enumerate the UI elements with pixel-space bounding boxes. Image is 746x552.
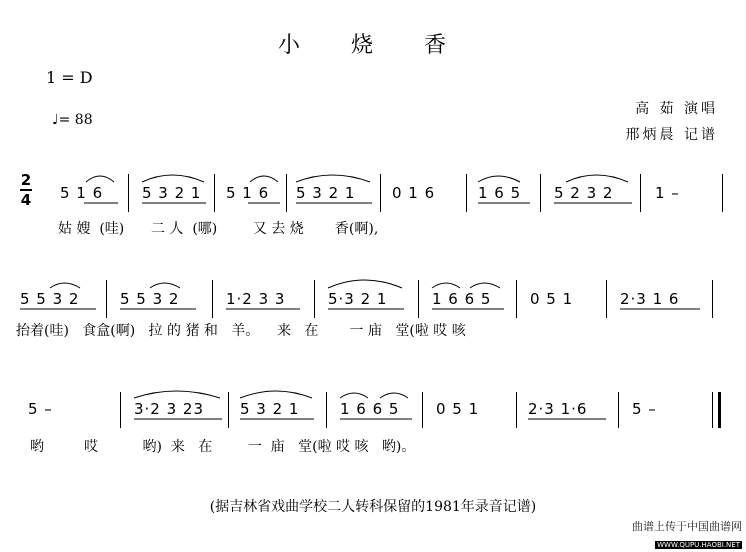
measure-3-4: 1 6 6 5 bbox=[340, 400, 400, 418]
tempo-value: = 88 bbox=[58, 112, 93, 128]
slur-mark bbox=[134, 391, 220, 398]
measure-1-3: 5 1 6 bbox=[226, 184, 270, 202]
measure-1-7: 5 2 3 2 bbox=[554, 184, 614, 202]
measure-3-6: 2·3 1·6 bbox=[528, 400, 588, 418]
watermark-text: 曲谱上传于中国曲谱网 bbox=[632, 520, 742, 533]
source-note: (据吉林省戏曲学校二人转科保留的1981年录音记谱) bbox=[209, 499, 537, 515]
slur-mark bbox=[478, 176, 520, 182]
measure-2-7: 2·3 1 6 bbox=[620, 290, 680, 308]
watermark-url: WWW.QUPU.HAOBI.NET bbox=[657, 541, 740, 549]
slur-mark bbox=[250, 176, 278, 182]
measure-1-4: 5 3 2 1 bbox=[296, 184, 356, 202]
slur-mark bbox=[86, 176, 114, 182]
slur-mark bbox=[240, 391, 312, 398]
measure-2-1: 5 5 3 2 bbox=[20, 290, 80, 308]
slur-mark bbox=[380, 393, 408, 398]
slur-mark bbox=[150, 283, 180, 288]
measure-2-2: 5 5 3 2 bbox=[120, 290, 180, 308]
measure-1-5: 0 1 6 bbox=[392, 184, 436, 202]
measure-2-4: 5·3 2 1 bbox=[328, 290, 388, 308]
slur-mark bbox=[432, 283, 460, 288]
measure-3-7: 5 – bbox=[632, 400, 657, 418]
slur-mark bbox=[566, 175, 628, 182]
measure-2-5: 1 6 6 5 bbox=[432, 290, 492, 308]
measure-1-6: 1 6 5 bbox=[478, 184, 522, 202]
key-signature: 1 = D bbox=[46, 68, 93, 87]
measure-3-2: 3·2 3 23 bbox=[134, 400, 205, 418]
slur-mark bbox=[340, 393, 368, 398]
measure-3-5: 0 5 1 bbox=[436, 400, 480, 418]
slur-mark bbox=[470, 283, 500, 288]
page-title: 小 烧 香 bbox=[278, 33, 468, 58]
measure-1-2: 5 3 2 1 bbox=[142, 184, 202, 202]
singer-credit: 高 茹 演唱 bbox=[635, 101, 718, 117]
measure-1-1: 5 1 6 bbox=[60, 184, 104, 202]
slur-mark bbox=[296, 175, 370, 182]
measure-3-3: 5 3 2 1 bbox=[240, 400, 300, 418]
measure-2-3: 1·2 3 3 bbox=[226, 290, 286, 308]
slur-mark bbox=[328, 280, 402, 288]
lyrics-row-2: 抬着(哇) 食盒(啊) 拉 的 猪 和 羊。 来 在 一 庙 堂(啦 哎 咳 bbox=[16, 323, 466, 339]
slur-mark bbox=[142, 175, 204, 182]
measure-3-1: 5 – bbox=[28, 400, 53, 418]
slur-mark bbox=[50, 283, 80, 288]
lyrics-row-3: 哟 哎 哟) 来 在 一 庙 堂(啦 哎 咳 哟)。 bbox=[30, 439, 416, 455]
measure-2-6: 0 5 1 bbox=[530, 290, 574, 308]
time-signature-bottom: 4 bbox=[20, 191, 32, 209]
time-signature-top: 2 bbox=[20, 171, 32, 189]
measure-1-8: 1 – bbox=[655, 184, 680, 202]
quarter-note-icon: ♩ bbox=[52, 112, 59, 128]
transcriber-credit: 邢炳晨 记谱 bbox=[625, 127, 718, 143]
lyrics-row-1: 姑 嫂 (哇) 二 人 (哪) 又 去 烧 香(啊), bbox=[58, 221, 379, 237]
